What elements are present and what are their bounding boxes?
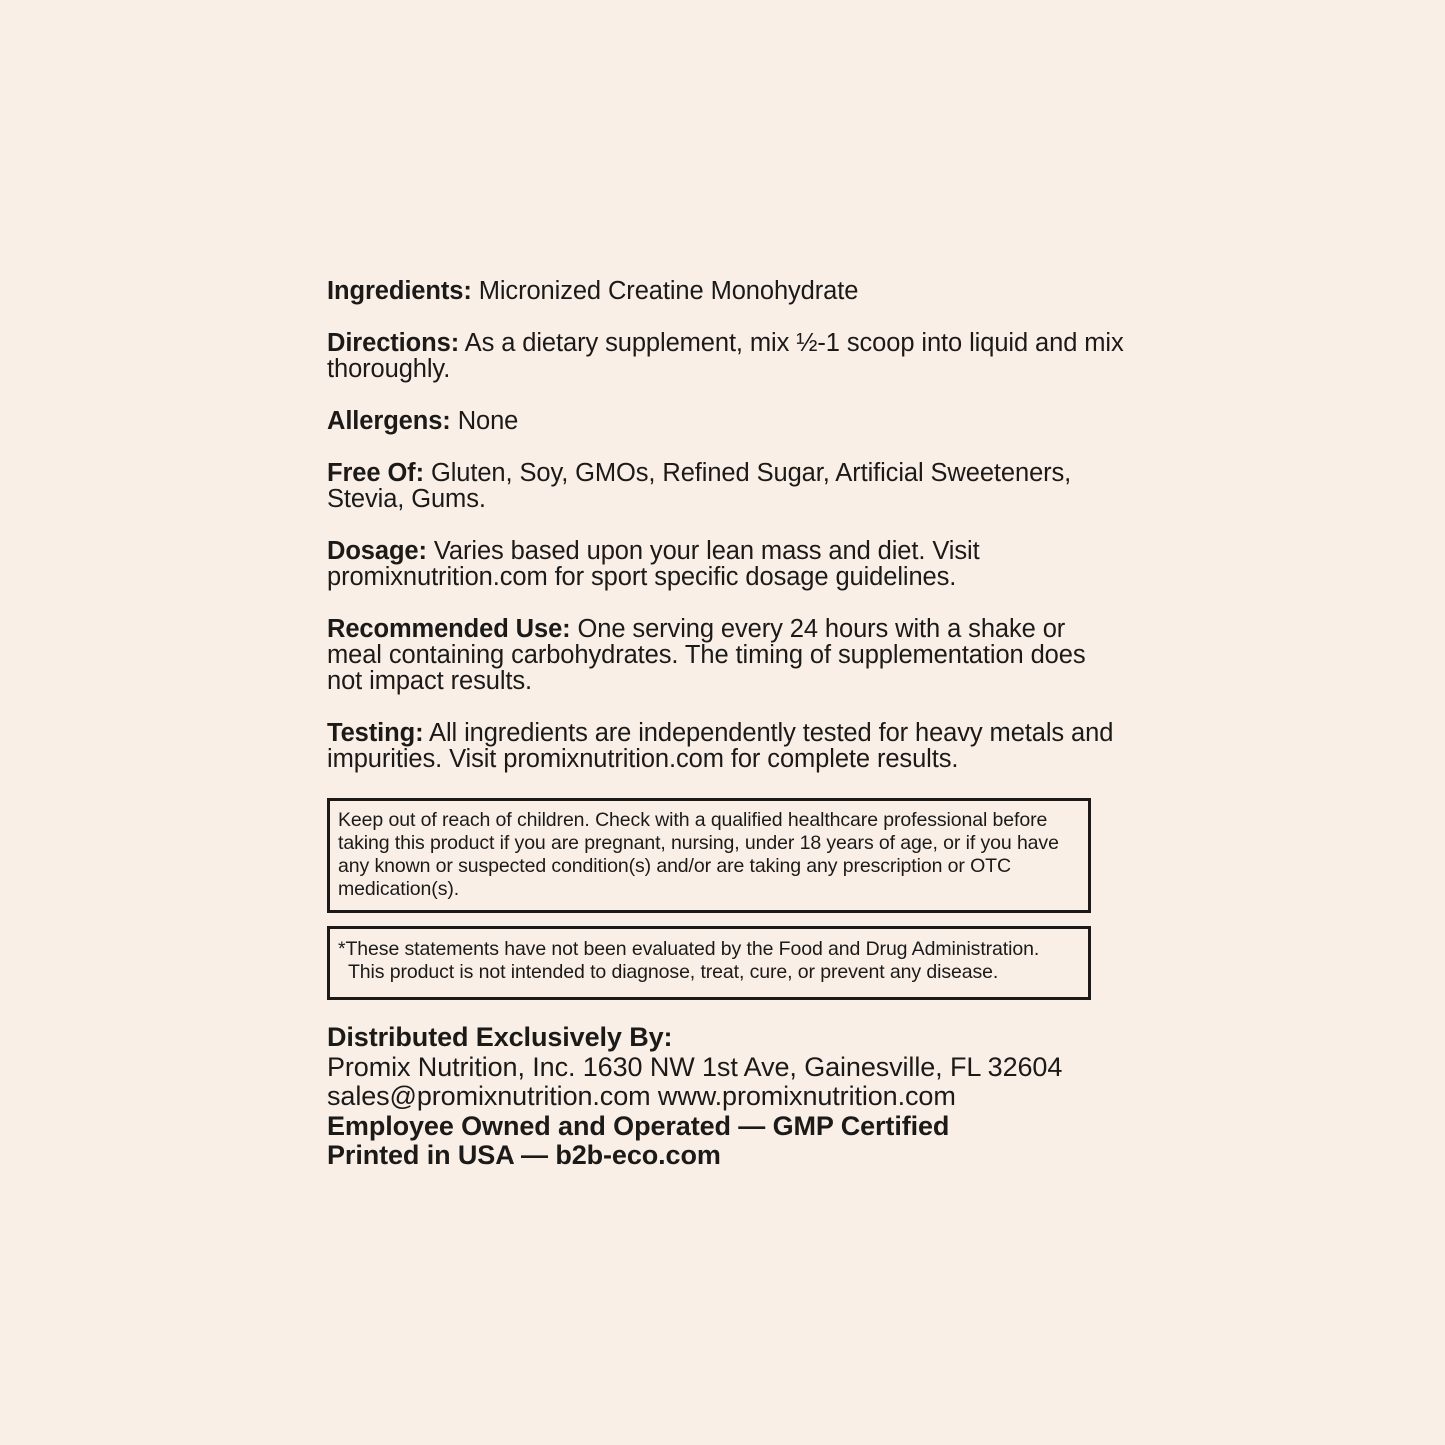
testing-label: Testing: — [327, 719, 424, 747]
testing-entry — [327, 720, 1127, 772]
distributor-address: Promix Nutrition, Inc. 1630 NW 1st Ave, Gainesville, FL 32604 — [327, 1051, 1063, 1082]
allergens-entry — [327, 408, 1127, 434]
directions-label: Directions: — [327, 329, 460, 357]
ingredients-text: Micronized Creatine Monohydrate — [471, 277, 859, 305]
distributor-heading: Distributed Exclusively By: — [327, 1022, 673, 1052]
distributor-block — [327, 1023, 1127, 1171]
fda-disclaimer-line1: *These statements have not been evaluated by the Food and Drug Administration. — [338, 938, 1040, 960]
dosage-entry — [327, 538, 1127, 590]
supplement-label-panel — [327, 278, 1127, 1171]
ingredients-label: Ingredients: — [327, 277, 472, 305]
directions-entry — [327, 330, 1127, 382]
free-of-label: Free Of: — [327, 459, 424, 487]
dosage-label: Dosage: — [327, 537, 427, 565]
recommended-use-label: Recommended Use: — [327, 615, 571, 643]
directions-text: As a dietary supplement, mix ½-1 scoop into liquid and mix thoroughly. — [327, 329, 1124, 383]
ingredients-entry — [327, 278, 1127, 304]
free-of-entry — [327, 460, 1127, 512]
recommended-use-text: One serving every 24 hours with a shake or meal containing carbohydrates. The timing of supplementation does not impact results. — [327, 615, 1086, 695]
fda-disclaimer-line2: This product is not intended to diagnose, treat, cure, or prevent any disease. — [348, 961, 999, 983]
warning-box — [327, 798, 1091, 913]
dosage-text: Varies based upon your lean mass and diet. Visit promixnutrition.com for sport specific dosage guidelines. — [327, 537, 980, 591]
allergens-text: None — [450, 407, 519, 435]
testing-text: All ingredients are independently tested for heavy metals and impurities. Visit promixnutrition.com for complete results. — [327, 719, 1114, 773]
free-of-text: Gluten, Soy, GMOs, Refined Sugar, Artificial Sweeteners, Stevia, Gums. — [327, 459, 1072, 513]
allergens-label: Allergens: — [327, 407, 451, 435]
distributor-contact: sales@promixnutrition.com www.promixnutrition.com — [327, 1081, 956, 1111]
printed-line: Printed in USA — b2b-eco.com — [327, 1140, 721, 1170]
certification-line: Employee Owned and Operated — GMP Certified — [327, 1110, 950, 1141]
warning-text: Keep out of reach of children. Check with a qualified healthcare professional before taking this product if you are pregnant, nursing, under 18 years of age, or if you have any known or suspected condition(s) and/or are taking any prescription or OTC medication(s). — [338, 809, 1059, 900]
fda-disclaimer-box — [327, 926, 1091, 1000]
recommended-use-entry — [327, 616, 1127, 694]
